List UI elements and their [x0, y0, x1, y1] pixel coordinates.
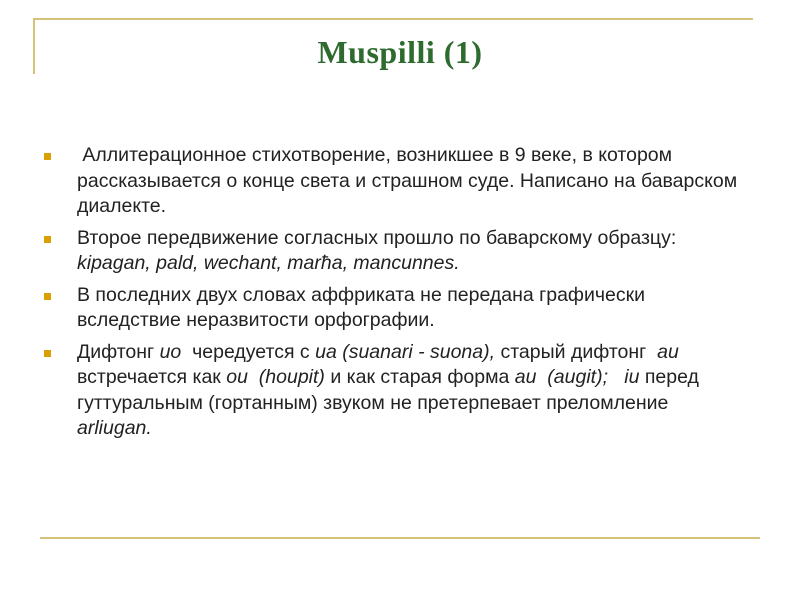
- diphthong-term: ua (suanari - suona),: [315, 340, 496, 363]
- bullet-text: Аллитерационное стихотворение, возникшее в 9 веке, в котором рассказывается о конце света и страшном суде. Написано на баварском диалекте.: [77, 144, 743, 217]
- bullet-square-icon: [44, 236, 51, 243]
- slide-title: Muspilli (1): [317, 34, 483, 70]
- bullet-text: встречается как: [77, 340, 690, 388]
- bullet-item-1: [44, 143, 744, 220]
- bullet-square-icon: [44, 153, 51, 160]
- frame-top-line: [33, 18, 753, 20]
- bullet-item-3: [44, 283, 744, 334]
- bullet-text: Второе передвижение согласных прошло по баварскому образцу:: [77, 226, 677, 249]
- frame-bottom-line: [40, 537, 760, 539]
- bullet-text: В последних двух словах аффриката не передана графически вследствие неразвитости орфографии.: [77, 283, 646, 331]
- diphthong-term: ou (houpit): [226, 366, 325, 388]
- bullet-text: старый дифтонг: [495, 340, 658, 363]
- bullet-item-2: [44, 226, 744, 277]
- bullet-text: Дифтонг: [77, 340, 160, 363]
- bullet-examples: kipagan, pald, wechant, marћa, mancunnes.: [77, 252, 460, 274]
- bullet-text: чередуется с: [181, 340, 316, 363]
- diphthong-term: uo: [159, 340, 182, 363]
- diphthong-term: au: [657, 340, 679, 363]
- diphthong-term: arliugan.: [77, 417, 152, 439]
- bullet-item-4: [44, 340, 744, 442]
- bullet-list: [44, 143, 744, 448]
- bullet-text: и как старая форма: [324, 366, 515, 388]
- bullet-text: перед гуттуральным (гортанным) звуком не претерпевает преломление: [77, 366, 705, 414]
- diphthong-term: au (augit); iu: [514, 366, 640, 388]
- bullet-square-icon: [44, 293, 51, 300]
- bullet-square-icon: [44, 350, 51, 357]
